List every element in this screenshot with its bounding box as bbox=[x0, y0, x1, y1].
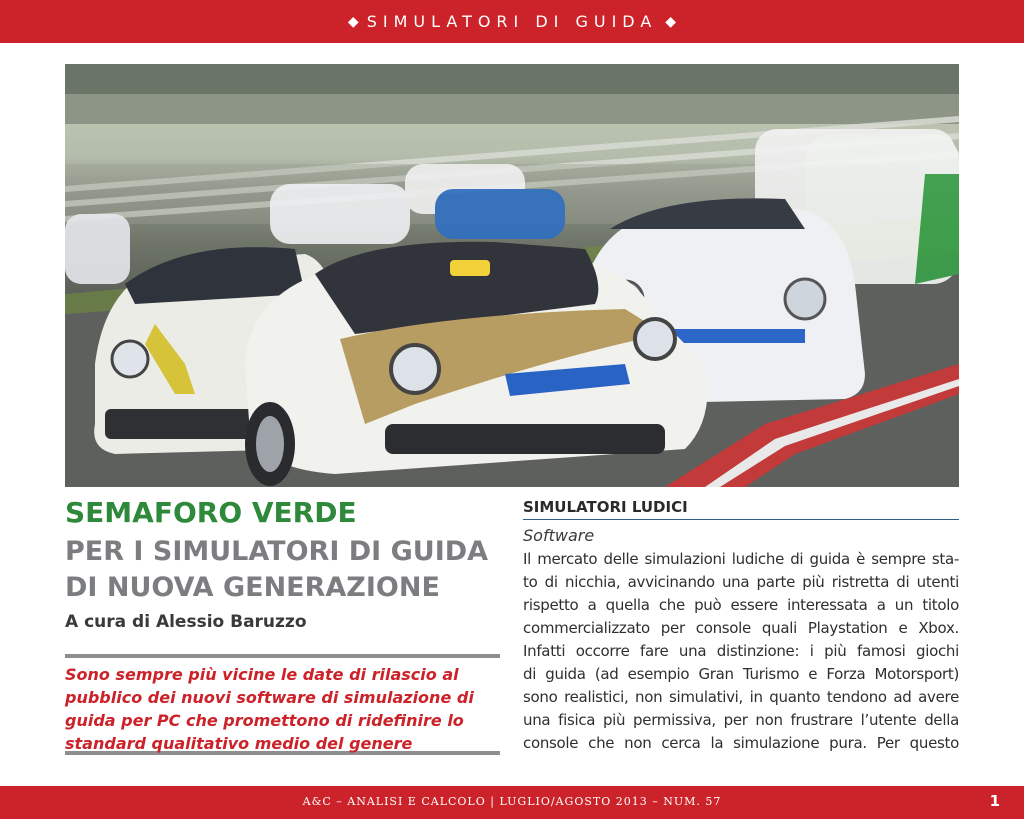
lead-box bbox=[65, 654, 500, 755]
article-subtitle-line: PER I SIMULATORI DI GUIDA bbox=[65, 536, 489, 567]
footer-bar bbox=[0, 786, 1024, 819]
body-line: to di nicchia, avvicinando una parte più ristretta di utenti bbox=[523, 573, 959, 591]
diamond-icon: ◆ bbox=[347, 13, 359, 30]
footer-publication: A&C – ANALISI E CALCOLO | LUGLIO/AGOSTO 2013 – NUM. 57 bbox=[302, 795, 722, 808]
body-line: di guida (ad esempio Gran Turismo e Forza Motorsport) bbox=[523, 665, 959, 683]
section-header-title: SIMULATORI DI GUIDA bbox=[366, 12, 658, 31]
race-cars-illustration bbox=[65, 64, 959, 487]
body-line: sono realistici, non simulativi, in quanto tendono ad avere bbox=[523, 688, 959, 706]
race-cars-photo bbox=[65, 64, 959, 487]
article-subtitle-line: DI NUOVA GENERAZIONE bbox=[65, 572, 440, 603]
diamond-icon: ◆ bbox=[665, 13, 677, 30]
body-line: Infatti occorre fare una distinzione: i più famosi giochi bbox=[523, 642, 959, 660]
section-header-bar bbox=[0, 0, 1024, 43]
article-body bbox=[523, 548, 959, 755]
article-title: SEMAFORO VERDE bbox=[65, 496, 357, 529]
subsection-heading: Software bbox=[523, 526, 595, 545]
lead-text: Sono sempre più vicine le date di rilascio al pubblico dei nuovi software di simulazione di guida per PC che promettono di ridefinire lo standard qualitativo medio del genere bbox=[65, 665, 474, 753]
body-line: console che non cerca la simulazione pura. Per questo bbox=[523, 734, 959, 752]
article-subtitle bbox=[65, 534, 495, 606]
article-byline: A cura di Alessio Baruzzo bbox=[65, 612, 307, 632]
page-number: 1 bbox=[989, 792, 1000, 810]
body-line: rispetto a quella che può essere interessata a un titolo bbox=[523, 596, 959, 614]
section-heading: SIMULATORI LUDICI bbox=[523, 498, 959, 520]
body-line: una fisica più permissiva, per non frustrare l’utente della bbox=[523, 711, 959, 729]
body-line: commercializzato per console quali Playstation e Xbox. bbox=[523, 619, 959, 637]
body-line: Il mercato delle simulazioni ludiche di guida è sempre sta- bbox=[523, 550, 959, 568]
